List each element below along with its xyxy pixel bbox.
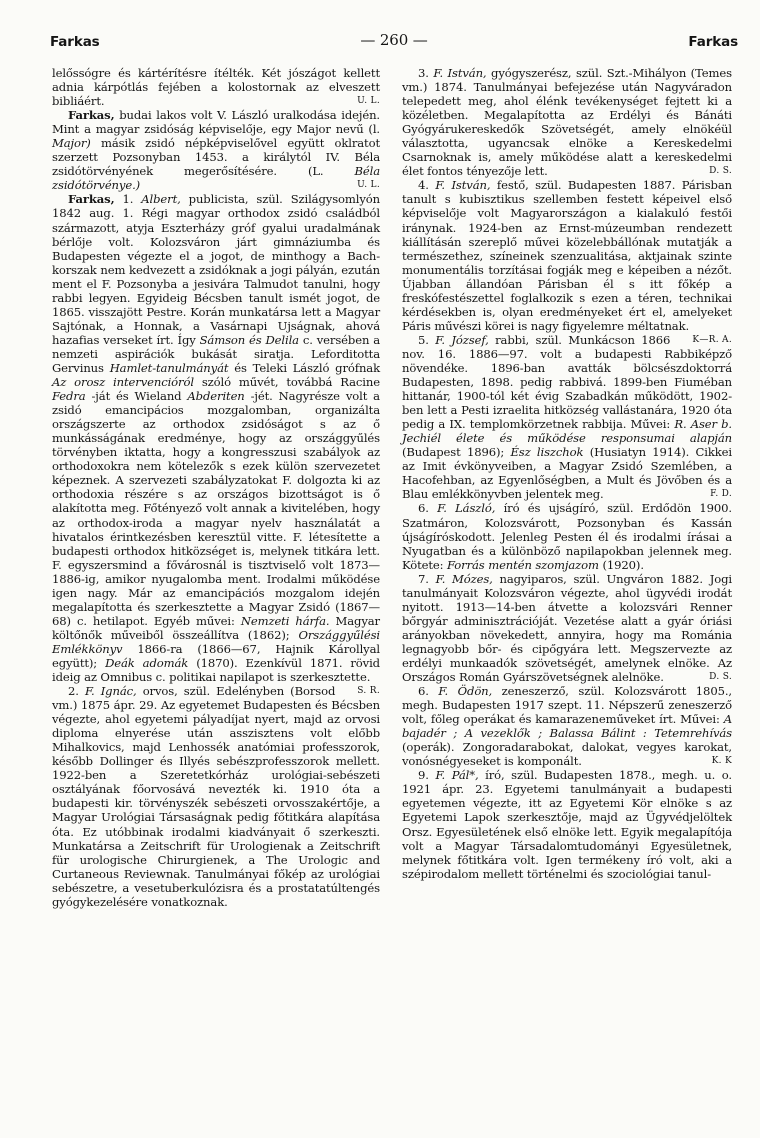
author-signature: U. L. [357, 180, 380, 191]
entry-text: 7. [418, 571, 429, 586]
entry-text: (1870). Ezenkívül 1871. rövid ideig az Omnibus c. politikai napilapot is szerkesztette. [52, 655, 380, 685]
entry-italic-text: Nemzeti hárfa. [240, 613, 330, 628]
right-column [402, 66, 732, 881]
entry-text: c. versében a nemzeti aspirációk bukását siratja. Leforditotta Gervinus [52, 332, 380, 375]
entry-text: (Husiatyn 1914). Cikkei az Imit évkönyveiben, a Magyar Zsidó Szemlében, a Hacofehban, az Egyenlőségben, a Mult és Jövőben és a Blau emlékkönyvben jelentek meg. [402, 445, 732, 502]
entry-text: 3. [418, 66, 429, 80]
author-signature: D. S. [709, 166, 732, 177]
entry-text: és Teleki László grófnak [234, 360, 380, 375]
header-left: Farkas [50, 34, 100, 50]
entry-text: publicista, szül. Szilágysomlyón 1842 aug. 1. Régi magyar orthodox zsidó családból származott, atyja Eszterházy gróf gyalui uradalmának bérlője volt. Kolozsváron járt gimnáziumba és Budapesten végezte el a jogot, de minthogy a Bach-korszak nem kedvezett a zsidóknak a jogi pályán, ezután ment el F. Pozsonyba a jesivára Talmudot tanulni, hogy rabbi legyen. Egyideig Bécsben tanult ismét jogot, de 1865. visszajött Pestre. Korán munkatársa lett a Magyar Sajtónak, a Honnak, a Vasárnapi Ujságnak, ahová hazafias verseket írt. Így [52, 192, 380, 347]
entry-italic-text: Országgyűlési Emlékkönyv [52, 627, 380, 656]
entry-italic-text: F. Ödön, [438, 684, 493, 699]
entry-italic-text: Deák adomák [105, 655, 189, 670]
entry-italic-text: Albert, [141, 192, 181, 207]
entry-italic-text: Béla zsidótörvénye.) [52, 164, 380, 193]
entry-text: -jét. Nagyrésze volt a zsidó emancipácios mozgalomban, organizálta országszerte az orthodox zsidóságot s az ő munkásságának eredménye, hogy az országgyűlés törvényben iktatta, hogy a kongresszusi szabályok az orthodoxokra nem kötelezők s ezek külön szervezetet képeznek. A szervezeti szabályzatokat F. dolgozta ki az orthodoxia részére s az országos bizottságot is ő alakította meg. Főtényező volt annak a kivitelében, hogy az orthodox-iroda a magyar nyelv használatát a hivatalos érintkezésben keresztül vitte. F. létesítette a budapesti orthodox hitközséget is, melynek titkára lett. F. egyszersmind a fővárosnál is tisztviselő volt 1873—1886-ig, amikor nyugalomba ment. Irodalmi működése igen nagy. Már az emancipációs mozgalom idején megalapította és szerkesztette a Magyar Zsidó (1867—68) c. hetilapot. Egyéb művei: [52, 389, 380, 628]
entry [402, 572, 732, 684]
entry-text: 6. [418, 684, 429, 699]
entry-text: másik zsidó népképviselővel együtt oklratot szerzett Pozsonyban 1453. a királytól IV. Béla zsidótörvényének megerősítésére. (L. [52, 136, 380, 179]
entry-text: 1. [122, 192, 134, 207]
running-header [50, 31, 738, 53]
author-signature: D. S. [709, 672, 732, 683]
entry-text: nagyiparos, szül. Ungváron 1882. Jogi tanulmányait Kolozsváron végezte, ahol ügyvédi irodát nyitott. 1913—14-ben átvette a kolozsvári Renner bőrgyár adminisztrációját. Vezetése alatt a gyár óriási arányokban növekedett, annyira, hogy ma Románia legnagyobb bőr- és cipőgyára lett. Megszervezte az erdélyi munkaadók szövetségét, amelynek elnöke. Az Országos Román Gyárszövetségnek alelnöke. [402, 571, 732, 685]
entry-text: 4. [418, 178, 429, 193]
entry-text: (Budapest 1896); [402, 445, 505, 460]
entry-text: író és ujságíró, szül. Erdődön 1900. Szatmáron, Kolozsvárott, Pozsonyban és Kassán újságíróskodott. Jelenleg Pesten él és irodalmi írásai a Nyugatban és a különböző napilapokban jelennek meg. Kötete: [402, 501, 732, 572]
entry-italic-text: Fedra [52, 389, 86, 404]
entry [52, 684, 380, 909]
entry-italic-text: F. Pál*, [435, 768, 479, 783]
entry-italic-text: Abderiten [187, 389, 245, 404]
entry-italic-text: A bajadér ; A vezeklők ; Balassa Bálint : Tetemrehívás [402, 712, 732, 741]
entry-text: szóló művét, továbbá Racine [201, 375, 380, 390]
entry-text: 2. [68, 684, 79, 699]
entry-italic-text: F. Ignác, [84, 684, 137, 699]
entry-headword: Farkas, [68, 192, 115, 207]
left-column [52, 66, 380, 909]
entry-text: orvos, szül. Edelényben (Borsod vm.) 1875 ápr. 29. Az egyetemet Budapesten és Bécsben végezte, ahol egyetemi pályadíjat nyert, majd az orvosi diploma elnyerése után asszisztens volt előbb Mihalkovics, majd Lenhossék anatómiai professzorok, később Dollinger és Illyés sebészprofesszorok mellett. 1922-ben a Szeretetkórház urológiai-sebészeti osztályának főorvosává nevezték ki. 1910 óta a budapesti kir. törvényszék sebészeti orvosszakértője, a Magyar Urológiai Társaságnak pedig főtitkára alapítása óta. Ez utóbbinak irodalmi kiadványait ő szerkeszti. Munkatársa a Zeitschrift für Urologienak a Zeitschrift für urologische Chirurgienek, a The Urologic and Curtaneous Reviewnak. Tanulmányai főkép az urológiai sebészetre, a vesetuberkulózisra és a prostatatúltengés gyógykezelésére vonatkoznak. [52, 684, 380, 909]
entry-text: gyógyszerész, szül. Szt.-Mihályon (Temes vm.) 1874. Tanulmányai befejezése után Nagyváradon telepedett meg, ahol élénk tevékenységet fejtett ki a közéletben. Megalapította az Erdélyi és Bánáti Gyógyárukereskedők Szövetségét, amely elnökéül választotta, ugyancsak elnöke a Kereskedelmi Csarnoknak is, amely működése alatt a kereskedelmi élet fontos tényezője lett. [402, 66, 732, 179]
entry-italic-text: F. István, [433, 66, 487, 80]
entry-text: 1866-ra (1866—67, Hajnik Károllyal együtt); [52, 641, 380, 670]
entry-text: festő, szül. Budapesten 1887. Párisban tanult s kubisztikus szellemben festett képeivel első képviselője volt Magyarországon a kialakuló festői iránynak. 1924-ben az Ernst-múzeumban rendezett kiállításán szereplő művei közelebbállónak mutatják a természethez, színeinek szenzualitása, aktjainak szinte monumentális torzításai fogják meg e képeiben a nézőt. Újabban állandóan Párisban él s itt főkép a freskófestészettel foglalkozik s ezen a téren, technikai kérdésekben is, olyan eredményeket ért el, amelyeket Páris művészi körei is nagy figyelemre méltatnak. [402, 178, 732, 333]
entry [402, 66, 732, 178]
entry-italic-text: F. László, [437, 501, 496, 516]
author-signature: K. K [711, 756, 732, 767]
entry-text: budai lakos volt V. László uralkodása idején. Mint a magyar zsidóság képviselője, egy Major nevű (l. [52, 108, 380, 137]
author-signature: S. R. [357, 686, 380, 697]
entry-text: író, szül. Budapesten 1878., megh. u. o. 1921 ápr. 23. Egyetemi tanulmányait a budapesti egyetemen végezte, itt az Egyetemi Kör elnöke s az Egyetemi Lapok szerkesztője, majd az Ügyvédjelöltek Orsz. Egyesületének első elnöke lett. Egyik megalapítója volt a Magyar Társadalomtudományi Egyesületnek, melynek főtitkára volt. Igen termékeny író volt, aki a szépirodalom mellett történelmi és szociológiai tanul- [402, 768, 732, 881]
entry-text: Magyar költőnők műveiből összeállítva (1862); [52, 613, 380, 642]
entry-text: zeneszerző, szül. Kolozsvárott 1805., megh. Budapesten 1917 szept. 11. Népszerű zeneszerző volt, főleg operákat és kamarazeneműveket írt. Művei: [402, 684, 732, 727]
entry-text: 5. [418, 332, 429, 347]
entry [52, 108, 380, 192]
entry-italic-text: Sámson és Delila [199, 332, 299, 347]
entry-italic-text: F. József, [435, 332, 489, 347]
entry [402, 501, 732, 571]
entry-text: (1920). [602, 557, 644, 572]
entry-italic-text: R. Aser b. Jechiél élete és működése responsumai alapján [402, 417, 732, 446]
entry [402, 333, 732, 502]
entry-text: (operák). Zongoradarabokat, dalokat, vegyes karokat, vonósnégyeseket is komponált. [402, 740, 732, 769]
entry-italic-text: Ész liszchok [510, 445, 584, 460]
entry-italic-text: Forrás mentén szomjazom [447, 557, 599, 572]
entry-text: 9. [418, 768, 429, 783]
header-right: Farkas [688, 34, 738, 50]
author-signature: F. D. [710, 489, 732, 500]
entry-text: lelőssógre és kártérítésre ítélték. Két jószágot kellett adnia kárpótlás fejében a kolostornak az elveszett bibliáért. [52, 66, 380, 109]
author-signature: U. L. [357, 96, 380, 107]
entry-italic-text: Az orosz intervencióról [52, 375, 194, 390]
entry-italic-text: F. Mózes, [435, 571, 493, 586]
entry-headword: Farkas, [68, 108, 115, 123]
entry-italic-text: Major) [52, 136, 91, 151]
entry [402, 684, 732, 768]
entry-text: rabbi, szül. Munkácson 1866 nov. 16. 1886—97. volt a budapesti Rabbiképző növendéke. 1896-ban avatták bölcsészdoktorrá Budapesten, 1898. pedig rabbivá. 1899-ben Fiuméban hittanár, 1900-tól két évig Szabadkán működött, 1902-ben lett a Pesti izraelita hitközség vallástanára, 1920 óta pedig a IX. templomkörzetnek rabbija. Művei: [402, 332, 732, 432]
entry-italic-text: Hamlet-tanulmányát [109, 360, 229, 375]
author-signature: K—R. A. [692, 334, 732, 345]
entry-text: 6. [418, 501, 429, 516]
entry [402, 768, 732, 880]
entry-text: -ját és Wieland [91, 389, 182, 404]
entry-italic-text: F. István, [435, 178, 491, 193]
page-number: — 260 — [360, 31, 428, 49]
entry [52, 66, 380, 108]
